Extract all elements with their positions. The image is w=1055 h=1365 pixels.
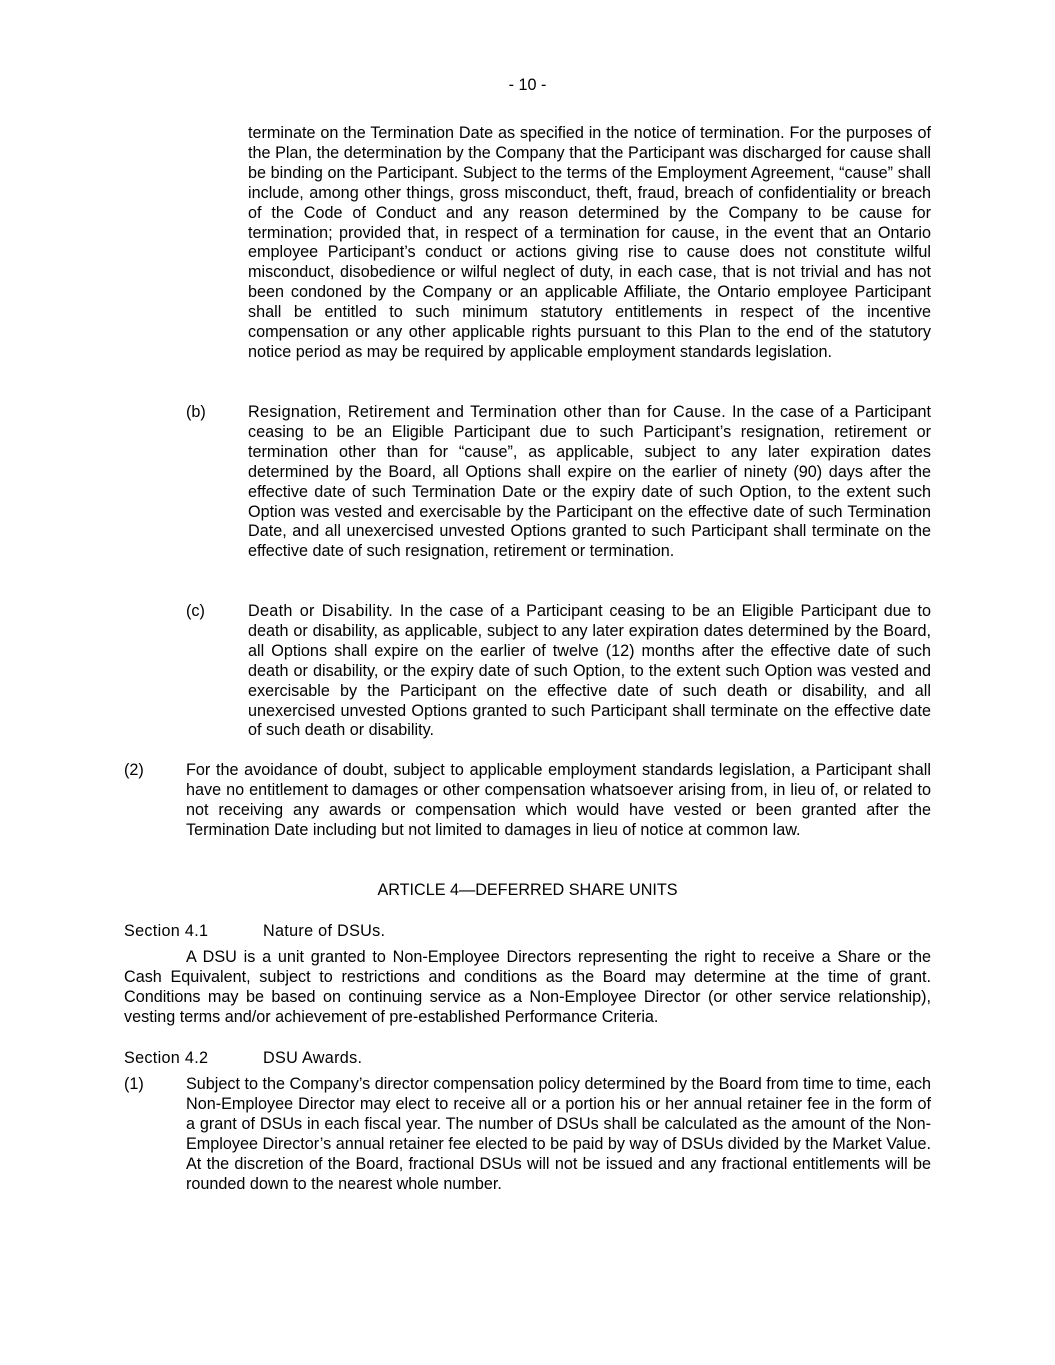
section-4-2-number: Section 4.2 — [124, 1049, 209, 1067]
item-1-label: (1) — [124, 1075, 144, 1093]
item-c-paragraph — [248, 602, 931, 741]
item-c-text: In the case of a Participant ceasing to be an Eligible Participant due to death or disability, as applicable, subject to any later expiration dates determined by the Board, all Options shall expire on the earlier of twelve (12) months after the effective date of such death or disability, or the expiry date of such Option, to the extent such Option was vested and exercisable by the Participant on the effective date of such death or disability, and all unexercised unvested Options granted to such Participant shall terminate on the effective date of such death or disability. — [248, 602, 931, 740]
section-4-2-title: DSU Awards. — [263, 1049, 363, 1067]
item-1-paragraph: Subject to the Company’s director compensation policy determined by the Board from time to time, each Non-Employee Director may elect to receive all or a portion his or her annual retainer fee in the form of a grant of DSUs in each fiscal year. The number of DSUs shall be calculated as the amount of the Non-Employee Director’s annual retainer fee elected to be paid by way of DSUs divided by the Market Value. At the discretion of the Board, fractional DSUs will not be issued and any fractional entitlements will be rounded down to the nearest whole number. — [186, 1075, 931, 1193]
section-4-1-paragraph: A DSU is a unit granted to Non-Employee Directors representing the right to receive a Share or the Cash Equivalent, subject to restrictions and conditions as the Board may determine at the time of grant. Conditions may be based on continuing service as a Non-Employee Director (or other service relationship), vesting terms and/or achievement of pre-established Performance Criteria. — [124, 948, 931, 1026]
item-b-paragraph — [248, 403, 931, 562]
item-2-label: (2) — [124, 761, 144, 779]
item-c-label: (c) — [186, 602, 205, 620]
item-b-label: (b) — [186, 403, 206, 421]
section-4-1-number: Section 4.1 — [124, 922, 209, 940]
item-b-text: In the case of a Participant ceasing to be an Eligible Participant due to such Participant’s resignation, retirement or termination other than for “cause”, as applicable, subject to any later expiration dates determined by the Board, all Options shall expire on the earlier of ninety (90) days after the effective date of such Termination Date or the expiry date of such Option, to the extent such Option was vested and exercisable by the Participant on the effective date of such Termination Date, and all unexercised unvested Options granted to such Participant shall terminate on the effective date of such resignation, retirement or termination. — [248, 403, 931, 561]
section-4-1-title: Nature of DSUs. — [263, 922, 386, 940]
page-number: - 10 - — [508, 76, 547, 94]
item-2-paragraph: For the avoidance of doubt, subject to applicable employment standards legislation, a Participant shall have no entitlement to damages or other compensation whatsoever arising from, in lieu of, or related to not receiving any awards or compensation which would have vested or been granted after the Termination Date including but not limited to damages in lieu of notice at common law. — [186, 761, 931, 839]
article-title: ARTICLE 4—DEFERRED SHARE UNITS — [377, 881, 678, 899]
continued-paragraph: terminate on the Termination Date as specified in the notice of termination. For the purposes of the Plan, the determination by the Company that the Participant was discharged for cause shall be binding on the Participant. Subject to the terms of the Employment Agreement, “cause” shall include, among other things, gross misconduct, theft, fraud, breach of confidentiality or breach of the Code of Conduct and any reason determined by the Company to be cause for termination; provided that, in respect of a termination for cause, in the event that an Ontario employee Participant’s conduct or actions giving rise to cause does not constitute wilful misconduct, disobedience or wilful neglect of duty, in each case, that is not trivial and has not been condoned by the Company or an applicable Affiliate, the Ontario employee Participant shall be entitled to such minimum statutory entitlements in respect of the incentive compensation or any other applicable rights pursuant to this Plan to the end of the statutory notice period as may be required by applicable employment standards legislation. — [248, 124, 931, 361]
item-c-heading: Death or Disability. — [248, 602, 394, 620]
item-b-heading: Resignation, Retirement and Termination other than for Cause. — [248, 403, 727, 421]
